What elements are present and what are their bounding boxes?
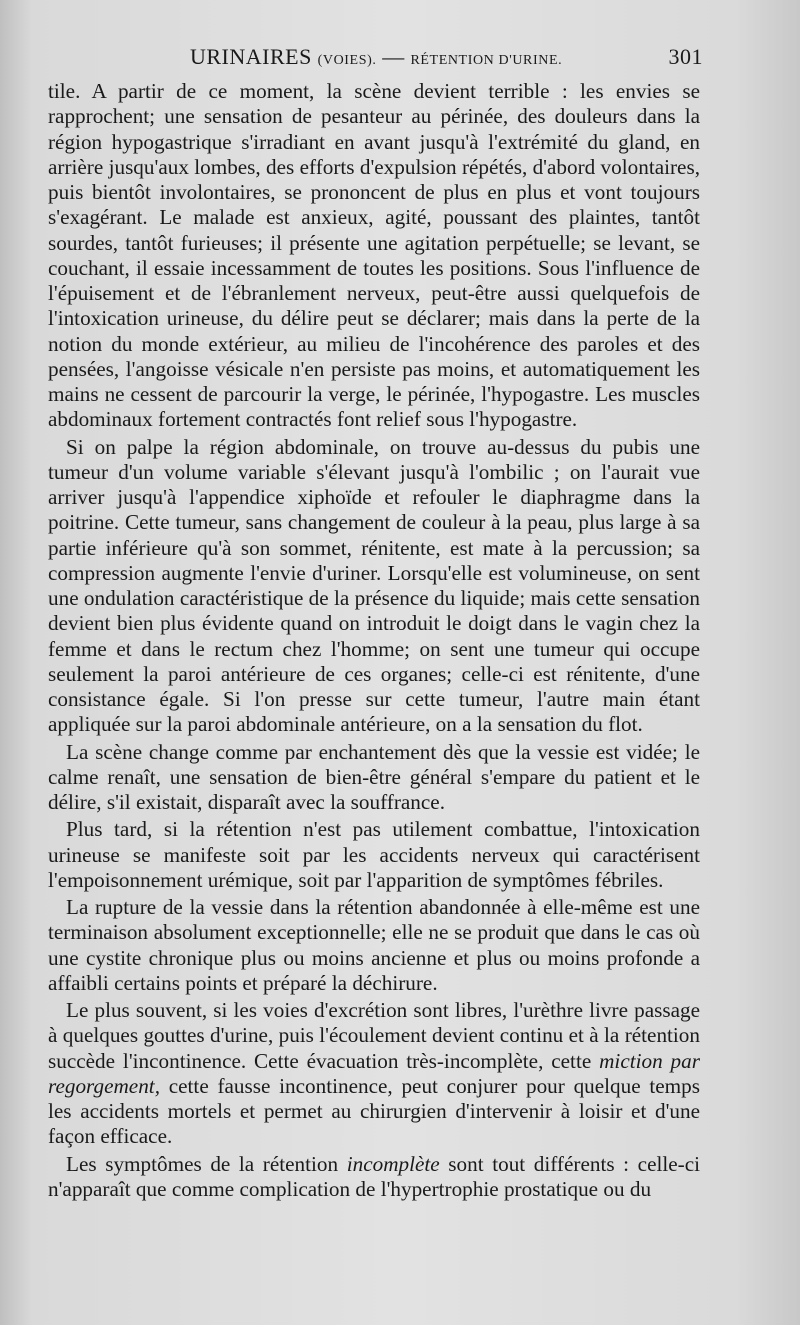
paragraph-1: tile. A partir de ce moment, la scène devient terrible : les envies se rapprochent; une sensation de pesanteur au périnée, des douleurs dans la région hypogastrique s'irradiant en avant jusqu'à l'extrémité du gland, en arrière jusqu'aux lombes, des efforts d'expulsion répétés, d'abord volontaires, puis bientôt involontaires, se prononcent de plus en plus et vont toujours s'exagérant. Le malade est anxieux, agité, poussant des plaintes, tantôt sourdes, tantôt furieuses; il présente une agitation perpétuelle; se levant, se couchant, il essaie incessamment de toutes les positions. Sous l'influence de l'épuisement et de l'ébranlement nerveux, peut-être aussi quelquefois de l'intoxication urineuse, du délire peut se déclarer; mais dans la perte de la notion du monde extérieur, au milieu de l'incohérence des paroles et des pensées, l'angoisse vésicale n'en persiste pas moins, et automatiquement les mains ne cessent de parcourir la verge, le périnée, l'hypogastre. Les muscles abdominaux fortement contractés font relief sous l'hypogastre. — [48, 79, 700, 432]
paragraph-2: Si on palpe la région abdominale, on trouve au-dessus du pubis une tumeur d'un volume variable s'élevant jusqu'à l'ombilic ; on l'aurait vue arriver jusqu'à l'appendice xiphoïde et refouler le diaphragme dans la poitrine. Cette tumeur, sans changement de couleur à la peau, plus large à sa partie inférieure qu'à son sommet, rénitente, est mate à la percussion; sa compression augmente l'envie d'uriner. Lorsqu'elle est volumineuse, on sent une ondulation caractéristique de la présence du liquide; mais cette sensation devient bien plus évidente quand on introduit le doigt dans le vagin chez la femme et dans le rectum chez l'homme; on sent une tumeur qui occupe seulement la paroi antérieure de ces organes; celle-ci est rénitente, d'une consistance égale. Si l'on presse sur cette tumeur, l'autre main étant appliquée sur la paroi abdominale antérieure, on a la sensation du flot. — [48, 434, 700, 737]
header-title-sub: RÉTENTION D'URINE. — [410, 53, 563, 68]
paragraph-6-after: cette fausse incontinence, peut conjurer pour quelque temps les accidents mortels et permet au chirurgien d'intervenir à loisir et d'une façon efficace. — [48, 1073, 700, 1149]
paragraph-7-emphasis: incomplète — [346, 1151, 440, 1176]
running-title — [190, 44, 562, 70]
paragraph-7 — [48, 1152, 700, 1203]
paragraph-6 — [48, 998, 700, 1150]
paragraph-7-after: sont tout différents : celle-ci n'apparaît que comme complication de l'hypertrophie prostatique ou du — [48, 1151, 700, 1201]
paragraph-4: Plus tard, si la rétention n'est pas utilement combattue, l'intoxication urineuse se manifeste soit par les accidents nerveux qui caractérisent l'empoisonnement urémique, soit par l'apparition de symptômes fébriles. — [48, 817, 700, 892]
header-dash: — — [382, 44, 405, 69]
paragraph-5: La rupture de la vessie dans la rétention abandonnée à elle-même est une terminaison absolument exceptionnelle; elle ne se produit que dans le cas où une cystite chronique plus ou moins ancienne et plus ou moins profonde a affaibli certains points et préparé la déchirure. — [48, 895, 700, 995]
paragraph-3: La scène change comme par enchantement dès que la vessie est vidée; le calme renaît, une sensation de bien-être général s'empare du patient et le délire, s'il existait, disparaît avec la souffrance. — [48, 739, 700, 814]
paragraph-7-before: Les symptômes de la rétention — [66, 1151, 347, 1176]
paragraph-6-emphasis: miction par regorgement, — [48, 1048, 700, 1098]
running-header — [48, 44, 702, 72]
paragraph-6-before: Le plus souvent, si les voies d'excrétion sont libres, l'urèthre livre passage à quelques gouttes d'urine, puis l'écoulement devient continu et à la rétention succède l'incontinence. Cette évacuation très-incomplète, cette — [48, 998, 700, 1073]
header-title-paren: (VOIES). — [317, 53, 377, 68]
header-title-main: URINAIRES — [190, 44, 312, 69]
body-text — [48, 79, 700, 1202]
page-number: 301 — [668, 44, 703, 69]
